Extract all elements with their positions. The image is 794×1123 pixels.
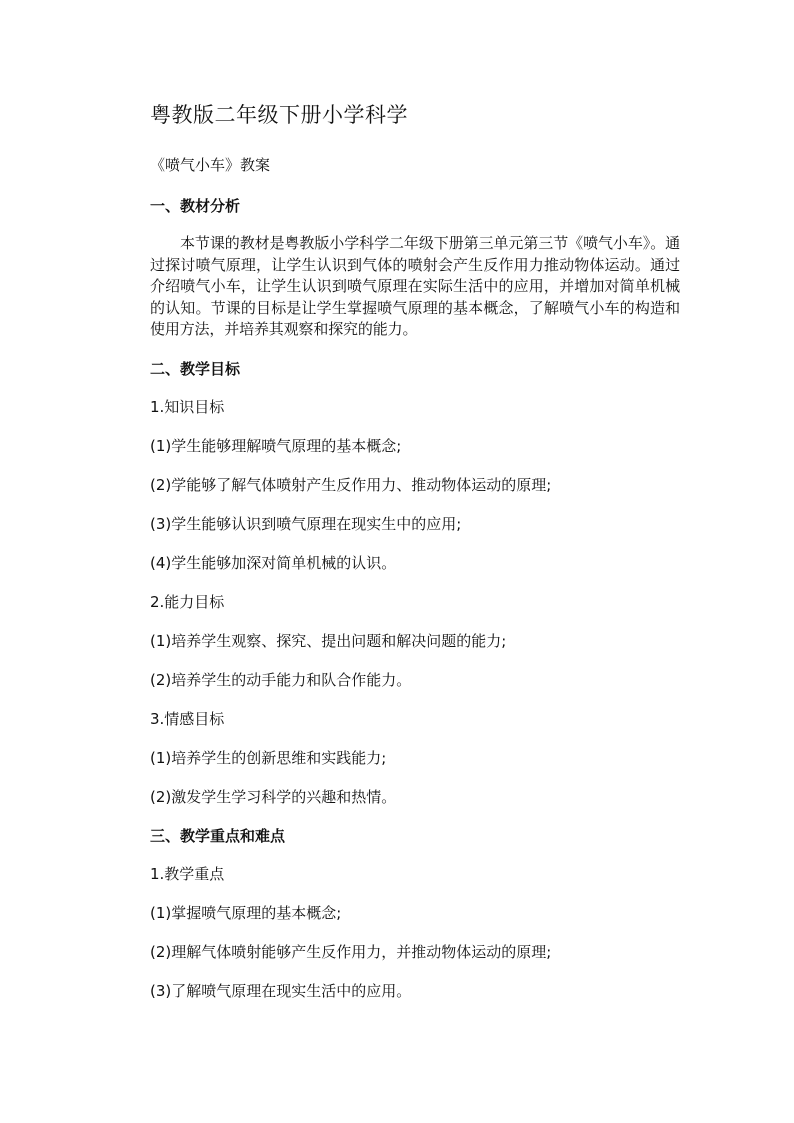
list-item: (1)培养学生观察、探究、提出问题和解决问题的能力; <box>150 631 507 650</box>
section-heading-key-points: 三、教学重点和难点 <box>150 826 286 845</box>
document-page <box>150 98 680 1019</box>
list-item: (4)学生能够加深对简单机械的认识。 <box>150 553 397 572</box>
list-item: (3)学生能够认识到喷气原理在现实生中的应用; <box>150 514 462 533</box>
section-heading-material-analysis: 一、教材分析 <box>150 197 241 215</box>
ability-goals-heading: 2.能力目标 <box>150 592 225 611</box>
list-item: (1)学生能够理解喷气原理的基本概念; <box>150 436 402 455</box>
document-title: 粤教版二年级下册小学科学 <box>150 103 408 127</box>
emotion-goals-heading: 3.情感目标 <box>150 709 225 728</box>
list-item: (2)理解气体喷射能够产生反作用力，并推动物体运动的原理; <box>150 942 552 961</box>
list-item: (1)培养学生的创新思维和实践能力; <box>150 748 387 767</box>
document-subtitle: 《喷气小车》教案 <box>150 156 271 174</box>
list-item: (1)掌握喷气原理的基本概念; <box>150 903 342 922</box>
list-item: (3)了解喷气原理在现实生活中的应用。 <box>150 981 412 1000</box>
list-item: (2)培养学生的动手能力和队合作能力。 <box>150 670 412 689</box>
material-analysis-paragraph: 本节课的教材是粤教版小学科学二年级下册第三单元第三节《喷气小车》。通过探讨喷气原理，让学生认识到气体的喷射会产生反作用力推动物体运动。通过介绍喷气小车，让学生认识到喷气原理在实际生活中的应用，并增加对简单机械的认知。节课的目标是让学生掌握喷气原理的基本概念，了解喷气小车的构造和使用方法，并培养其观察和探究的能力。 <box>150 234 680 339</box>
key-points-heading: 1.教学重点 <box>150 864 225 883</box>
list-item: (2)学能够了解气体喷射产生反作用力、推动物体运动的原理; <box>150 475 552 494</box>
knowledge-goals-heading: 1.知识目标 <box>150 397 225 416</box>
list-item: (2)激发学生学习科学的兴趣和热情。 <box>150 787 397 806</box>
section-heading-teaching-goals: 二、教学目标 <box>150 359 241 378</box>
